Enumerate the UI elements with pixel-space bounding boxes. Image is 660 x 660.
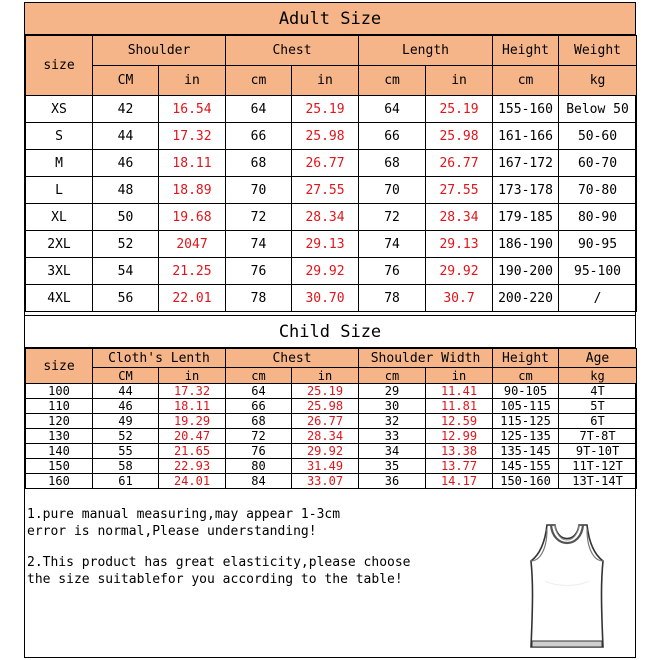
table-cell: 52 <box>93 429 159 444</box>
table-cell: 28.34 <box>292 204 359 231</box>
table-cell: 25.19 <box>292 96 359 123</box>
child-header-groups <box>26 349 637 368</box>
size-cell: 130 <box>26 429 93 444</box>
table-cell: 70 <box>226 177 292 204</box>
tank-top-icon <box>517 521 617 651</box>
unit-label: cm <box>226 66 292 96</box>
table-cell: 72 <box>226 204 292 231</box>
table-cell: 29.92 <box>292 444 359 459</box>
adult-row <box>26 123 637 150</box>
table-cell: 13.38 <box>426 444 493 459</box>
table-cell: 22.93 <box>159 459 226 474</box>
table-cell: 28.34 <box>292 429 359 444</box>
table-cell: 145-155 <box>493 459 559 474</box>
table-cell: 115-125 <box>493 414 559 429</box>
note-measuring: 1.pure manual measuring,may appear 1-3cm error is normal,Please understanding! <box>27 507 341 539</box>
child-size-table <box>25 348 637 489</box>
size-cell: XL <box>26 204 93 231</box>
table-cell: 13T-14T <box>559 474 637 489</box>
table-cell: 64 <box>226 384 292 399</box>
table-cell: 19.29 <box>159 414 226 429</box>
table-cell: 5T <box>559 399 637 414</box>
child-row <box>26 429 637 444</box>
unit-label: CM <box>93 368 159 384</box>
table-cell: 70-80 <box>559 177 637 204</box>
table-cell: 17.32 <box>159 123 226 150</box>
adult-row <box>26 150 637 177</box>
unit-label: cm <box>359 368 426 384</box>
table-cell: 25.98 <box>426 123 493 150</box>
unit-label: CM <box>93 66 159 96</box>
table-cell: 186-190 <box>493 231 559 258</box>
size-cell: XS <box>26 96 93 123</box>
table-cell: 61 <box>93 474 159 489</box>
size-chart <box>24 2 636 658</box>
unit-label: in <box>426 368 493 384</box>
table-cell: 78 <box>359 285 426 312</box>
table-cell: 150-160 <box>493 474 559 489</box>
table-cell: 44 <box>93 384 159 399</box>
unit-label: kg <box>559 368 637 384</box>
table-cell: 29 <box>359 384 426 399</box>
table-cell: 84 <box>226 474 292 489</box>
table-cell: 9T-10T <box>559 444 637 459</box>
table-cell: 2047 <box>159 231 226 258</box>
table-cell: 74 <box>226 231 292 258</box>
table-cell: 24.01 <box>159 474 226 489</box>
size-column-header: size <box>26 36 93 96</box>
table-cell: 58 <box>93 459 159 474</box>
table-cell: 90-105 <box>493 384 559 399</box>
child-row <box>26 414 637 429</box>
table-cell: 95-100 <box>559 258 637 285</box>
table-cell: 4T <box>559 384 637 399</box>
chest-header: Chest <box>226 349 359 368</box>
table-cell: 55 <box>93 444 159 459</box>
table-cell: 179-185 <box>493 204 559 231</box>
chest-header: Chest <box>226 36 359 66</box>
table-cell: 17.32 <box>159 384 226 399</box>
child-row <box>26 399 637 414</box>
height-header: Height <box>493 36 559 66</box>
adult-row <box>26 96 637 123</box>
notes-area <box>25 504 635 658</box>
table-cell: 125-135 <box>493 429 559 444</box>
unit-label: in <box>159 66 226 96</box>
age-header: Age <box>559 349 637 368</box>
child-size-title: Child Size <box>25 315 635 348</box>
shoulder-header: Shoulder <box>93 36 226 66</box>
table-cell: 25.98 <box>292 399 359 414</box>
table-cell: 35 <box>359 459 426 474</box>
weight-header: Weight <box>559 36 637 66</box>
table-cell: 14.17 <box>426 474 493 489</box>
table-cell: 200-220 <box>493 285 559 312</box>
table-cell: 68 <box>359 150 426 177</box>
table-cell: 11.81 <box>426 399 493 414</box>
table-cell: 26.77 <box>292 414 359 429</box>
table-cell: 46 <box>93 150 159 177</box>
table-cell: 64 <box>226 96 292 123</box>
adult-row <box>26 258 637 285</box>
unit-label: cm <box>493 66 559 96</box>
table-cell: 80 <box>226 459 292 474</box>
table-cell: 32 <box>359 414 426 429</box>
table-cell: / <box>559 285 637 312</box>
table-cell: 26.77 <box>292 150 359 177</box>
size-cell: 140 <box>26 444 93 459</box>
table-cell: 11.41 <box>426 384 493 399</box>
adult-header-units <box>26 66 637 96</box>
table-cell: 46 <box>93 399 159 414</box>
table-cell: 48 <box>93 177 159 204</box>
table-cell: 19.68 <box>159 204 226 231</box>
adult-row <box>26 231 637 258</box>
size-cell: 2XL <box>26 231 93 258</box>
size-cell: L <box>26 177 93 204</box>
table-cell: 76 <box>359 258 426 285</box>
table-cell: 80-90 <box>559 204 637 231</box>
height-header: Height <box>493 349 559 368</box>
table-cell: 29.92 <box>426 258 493 285</box>
table-cell: 72 <box>226 429 292 444</box>
table-cell: 30.7 <box>426 285 493 312</box>
shoulder-width-header: Shoulder Width <box>359 349 493 368</box>
table-cell: 36 <box>359 474 426 489</box>
size-cell: 3XL <box>26 258 93 285</box>
adult-row <box>26 204 637 231</box>
table-cell: 135-145 <box>493 444 559 459</box>
size-cell: 100 <box>26 384 93 399</box>
table-cell: 18.89 <box>159 177 226 204</box>
table-cell: 68 <box>226 414 292 429</box>
child-row <box>26 474 637 489</box>
table-cell: 42 <box>93 96 159 123</box>
table-cell: 6T <box>559 414 637 429</box>
table-cell: 78 <box>226 285 292 312</box>
table-cell: 27.55 <box>426 177 493 204</box>
table-cell: 13.77 <box>426 459 493 474</box>
table-cell: 44 <box>93 123 159 150</box>
table-cell: 34 <box>359 444 426 459</box>
table-cell: 26.77 <box>426 150 493 177</box>
unit-label: in <box>292 368 359 384</box>
table-cell: 29.92 <box>292 258 359 285</box>
table-cell: 64 <box>359 96 426 123</box>
unit-label: kg <box>559 66 637 96</box>
table-cell: 33.07 <box>292 474 359 489</box>
table-cell: 68 <box>226 150 292 177</box>
table-cell: 12.99 <box>426 429 493 444</box>
table-cell: 11T-12T <box>559 459 637 474</box>
unit-label: cm <box>226 368 292 384</box>
table-cell: 28.34 <box>426 204 493 231</box>
size-column-header: size <box>26 349 93 384</box>
table-cell: 30 <box>359 399 426 414</box>
table-cell: 167-172 <box>493 150 559 177</box>
table-cell: 155-160 <box>493 96 559 123</box>
unit-label: in <box>426 66 493 96</box>
table-cell: 18.11 <box>159 399 226 414</box>
cloth-length-header: Cloth's Lenth <box>93 349 226 368</box>
table-cell: 52 <box>93 231 159 258</box>
adult-size-table <box>25 35 637 312</box>
table-cell: 50 <box>93 204 159 231</box>
table-cell: 66 <box>359 123 426 150</box>
size-cell: 120 <box>26 414 93 429</box>
size-cell: 4XL <box>26 285 93 312</box>
table-cell: 72 <box>359 204 426 231</box>
table-cell: 190-200 <box>493 258 559 285</box>
table-cell: 27.55 <box>292 177 359 204</box>
adult-row <box>26 285 637 312</box>
table-cell: 18.11 <box>159 150 226 177</box>
table-cell: 21.65 <box>159 444 226 459</box>
table-cell: 173-178 <box>493 177 559 204</box>
table-cell: 25.19 <box>292 384 359 399</box>
size-cell: 110 <box>26 399 93 414</box>
table-cell: 29.13 <box>292 231 359 258</box>
table-cell: 50-60 <box>559 123 637 150</box>
unit-label: in <box>159 368 226 384</box>
table-cell: 29.13 <box>426 231 493 258</box>
table-cell: 20.47 <box>159 429 226 444</box>
table-cell: 49 <box>93 414 159 429</box>
table-cell: 161-166 <box>493 123 559 150</box>
table-cell: 22.01 <box>159 285 226 312</box>
table-cell: 76 <box>226 444 292 459</box>
table-cell: 21.25 <box>159 258 226 285</box>
unit-label: cm <box>359 66 426 96</box>
child-row <box>26 444 637 459</box>
table-cell: 12.59 <box>426 414 493 429</box>
adult-size-title: Adult Size <box>25 3 635 35</box>
table-cell: 90-95 <box>559 231 637 258</box>
table-cell: 25.19 <box>426 96 493 123</box>
child-row <box>26 384 637 399</box>
size-cell: 160 <box>26 474 93 489</box>
adult-header-groups <box>26 36 637 66</box>
table-cell: Below 50 <box>559 96 637 123</box>
length-header: Length <box>359 36 493 66</box>
table-cell: 74 <box>359 231 426 258</box>
adult-row <box>26 177 637 204</box>
table-cell: 66 <box>226 123 292 150</box>
child-header-units <box>26 368 637 384</box>
size-cell: M <box>26 150 93 177</box>
table-cell: 105-115 <box>493 399 559 414</box>
note-elasticity: 2.This product has great elasticity,please choose the size suitablefor you according to the table! <box>27 555 411 587</box>
table-cell: 7T-8T <box>559 429 637 444</box>
table-cell: 33 <box>359 429 426 444</box>
table-cell: 60-70 <box>559 150 637 177</box>
table-cell: 16.54 <box>159 96 226 123</box>
table-cell: 66 <box>226 399 292 414</box>
unit-label: cm <box>493 368 559 384</box>
size-cell: 150 <box>26 459 93 474</box>
table-cell: 31.49 <box>292 459 359 474</box>
size-cell: S <box>26 123 93 150</box>
child-row <box>26 459 637 474</box>
table-cell: 56 <box>93 285 159 312</box>
table-cell: 25.98 <box>292 123 359 150</box>
table-cell: 70 <box>359 177 426 204</box>
unit-label: in <box>292 66 359 96</box>
table-cell: 30.70 <box>292 285 359 312</box>
table-cell: 54 <box>93 258 159 285</box>
table-cell: 76 <box>226 258 292 285</box>
